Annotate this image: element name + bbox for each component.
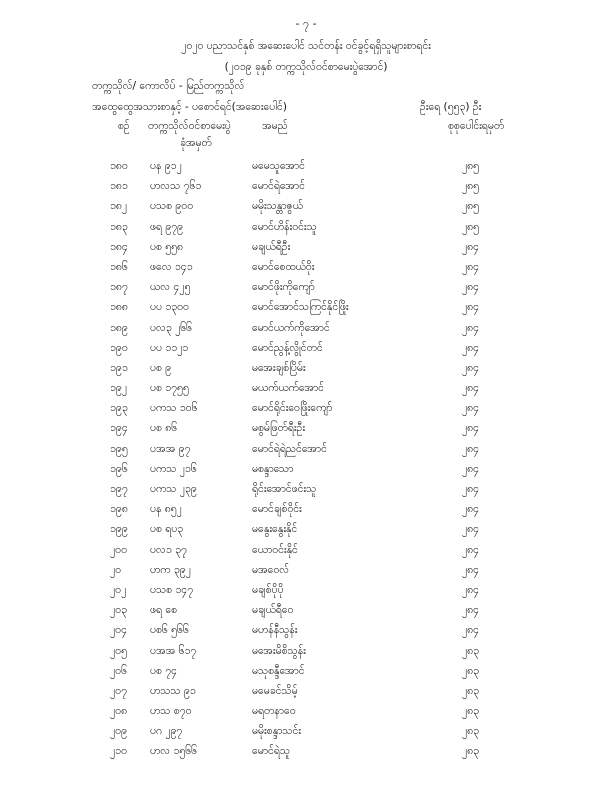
total-marks: ၂၈၄: [462, 523, 480, 536]
row-number: ၂၀၅: [110, 644, 127, 657]
column-header-marks: စုစုပေါင်းရမှတ်: [448, 120, 505, 132]
student-name: မချယ်ရီဦး: [252, 240, 291, 253]
column-header-roll-sub: ခုံအမှတ်: [180, 137, 212, 149]
student-name: မစွမ်ဖြတ်ရီးဦး: [252, 422, 306, 435]
column-header-name: အမည်: [262, 120, 288, 132]
student-name: မမိုးစန္ဒာသင်း: [252, 725, 301, 738]
student-name: မောင်ယက်ကိုအောင်: [252, 321, 330, 334]
row-number: ၁၉၁: [110, 361, 128, 374]
document-subtitle: (၂၀၁၉ ခုနှစ် တက္ကသိုလ်ဝင်စာမေးပွဲအောင်): [224, 61, 388, 73]
table-row: [0, 705, 612, 725]
roll-number: ပကသ ၂၃၉: [150, 483, 197, 495]
row-number: ၂၀၀: [110, 543, 127, 556]
total-marks: ၂၈၄: [462, 422, 480, 435]
table-row: [0, 160, 612, 180]
roll-number: ပစ ၁၇၅၅: [150, 382, 189, 395]
row-number: ၂၀၈: [110, 705, 128, 718]
row-number: ၂၀၉: [110, 725, 127, 738]
student-name: မအေးမိစိသွန်း: [252, 644, 306, 657]
student-name: မောင်အောင်သကြင်နိုင်ဖြိုး: [252, 301, 349, 314]
student-name: မရတနာဝေ: [252, 705, 296, 718]
total-marks: ၂၈၄: [462, 483, 480, 495]
total-marks: ၂၈၄: [462, 462, 480, 475]
student-name: မောင်ရိုင်းဝေဖြိုးကျော်: [252, 402, 333, 415]
roll-number: ယလ ၄၂၅: [150, 281, 191, 294]
table-row: [0, 443, 612, 463]
table-row: [0, 544, 612, 564]
roll-number: ပကသ ၂၁၆: [150, 462, 197, 475]
roll-number: ပစ ၅၅၈: [150, 240, 184, 253]
roll-number: ဖရ စေ: [150, 604, 177, 617]
page-number: - ၇ -: [295, 17, 317, 30]
region-line: တက္ကသိုလ်/ ကောလိပ် - မြည်တက္ကသိုလ်: [92, 80, 245, 92]
table-row: [0, 564, 612, 584]
student-name: မမိုးသန္တာဇွယ်: [252, 200, 303, 213]
table-row: [0, 604, 612, 624]
table-row: [0, 301, 612, 321]
total-marks: ၂၈၄: [462, 341, 480, 354]
row-number: ၁၉၉: [110, 523, 128, 536]
row-number: ၂၀၆: [110, 664, 127, 677]
student-name: မသုစန္ဒီအောင်: [252, 664, 305, 677]
row-number: ၁၉၂: [110, 382, 127, 395]
row-number: ၁၉၆: [110, 462, 128, 475]
student-name: မအဝေလ်: [252, 563, 290, 576]
roll-number: ဟသသ ၉၁: [150, 684, 196, 697]
total-marks: ၂၈၄: [462, 503, 480, 516]
row-number: ၁၉၄: [110, 422, 128, 435]
table-row: [0, 503, 612, 523]
table-row: [0, 261, 612, 281]
row-number: ၁၉၀: [110, 341, 128, 354]
total-marks: ၂၈၅: [462, 220, 480, 233]
total-marks: ၂၈၅: [462, 160, 480, 172]
table-row: [0, 685, 612, 705]
row-number: ၂၀: [110, 563, 122, 576]
document-title: ၂၀၂၀ ပညာသင်နှစ် အဆေးပေါင် သင်တန်း ဝင်ခွင့်ရရှိသူများစာရင်း: [181, 40, 431, 52]
table-row: [0, 483, 612, 503]
roll-number: ပစ၆ ၅၆၆: [150, 624, 189, 637]
student-name: မအေးချစ်ပြိမ်း: [252, 361, 306, 374]
student-name: မချယ်ရီဝေ: [252, 604, 294, 617]
total-marks: ၂၈၄: [462, 583, 480, 596]
table-row: [0, 422, 612, 442]
table-row: [0, 200, 612, 220]
total-marks: ၂၈၃: [462, 684, 480, 697]
total-marks: ၂၈၄: [462, 260, 480, 273]
table-row: [0, 624, 612, 644]
roll-number: ဟလသ ၇၆၁: [150, 180, 202, 193]
row-number: ၂၀၄: [110, 624, 127, 637]
row-number: ၁၉၅: [110, 442, 128, 455]
row-number: ၁၈၉: [110, 321, 128, 334]
total-marks: ၂၈၄: [462, 402, 480, 415]
table-row: [0, 523, 612, 543]
row-number: ၁၈၆: [110, 260, 128, 273]
student-name: မနွေးနွေးနိုင်: [252, 523, 298, 536]
total-marks: ၂၈၃: [462, 644, 480, 657]
table-row: [0, 342, 612, 362]
roll-number: ဖရ ၉၇၉: [150, 220, 184, 233]
table-header-left: အထွေထွေအသားစာနှင့် - ပစောင်ရင်(အဆေးပေါင်): [92, 101, 287, 113]
roll-number: ပလ၃ ၂၆၆: [150, 321, 193, 334]
total-marks: ၂၈၅: [462, 180, 480, 193]
student-name: မယက်ယက်အောင်: [252, 382, 325, 395]
student-list: [0, 160, 612, 766]
student-name: မစန္ဒာသော: [252, 462, 294, 475]
total-marks: ၂၈၄: [462, 240, 480, 253]
roll-number: ပလ၁ ၃၇: [150, 543, 187, 556]
roll-number: ပသစ ၉၀၀: [150, 200, 194, 213]
row-number: ၂၀၃: [110, 604, 127, 617]
total-marks: ၂၈၃: [462, 664, 480, 677]
student-name: မမေခင်သိမ့်: [252, 684, 298, 697]
student-name: မောင်ဖိုးကိုကျော်: [252, 281, 315, 294]
roll-number: ဟလ ၁၅၆၆: [150, 745, 198, 758]
table-row: [0, 745, 612, 765]
roll-number: ပကသ ၁၀၆: [150, 402, 198, 415]
total-marks: ၂၈၅: [462, 200, 480, 213]
student-name: မောင်ရဲသူ: [252, 745, 291, 758]
total-marks: ၂၈၃: [462, 705, 480, 718]
roll-number: ပသစ ၁၄၇: [150, 583, 194, 596]
roll-number: ပစ ရပ၃: [150, 523, 184, 536]
row-number: ၁၉၃: [110, 402, 128, 415]
total-marks: ၂၈၄: [462, 563, 480, 576]
student-name: ယောဝင်းနိုင်: [252, 543, 298, 556]
student-name: မချစ်ပိုပို: [252, 583, 284, 596]
table-row: [0, 463, 612, 483]
total-marks: ၂၈၄: [462, 382, 480, 395]
roll-number: ပအအ ၉၇: [150, 442, 191, 455]
row-number: ၁၈၂: [110, 200, 128, 213]
table-row: [0, 382, 612, 402]
total-marks: ၂၈၃: [462, 745, 480, 758]
student-name: မမေသူအောင်: [252, 160, 305, 172]
total-marks: ၂၈၄: [462, 301, 480, 314]
table-row: [0, 221, 612, 241]
student-name: ရိုင်းအောင်ဖင်းသူ: [252, 483, 317, 495]
total-marks: ၂၈၃: [462, 725, 480, 738]
row-number: ၁၉၇: [110, 483, 128, 495]
student-name: မောင်ရဲရဲညင်အောင်: [252, 442, 327, 455]
student-name: မောင်ဟိန်းဝင်းသူ: [252, 220, 317, 233]
row-number: ၁၈၄: [110, 240, 128, 253]
student-name: မောင်ရဲအောင်: [252, 180, 305, 193]
row-number: ၁၈၈: [110, 301, 128, 314]
total-marks: ၂၈၄: [462, 543, 480, 556]
student-name: မဟန်နီသွန်း: [252, 624, 298, 637]
roll-number: ပန ၉၁၂: [150, 160, 182, 172]
column-header-no: စဉ်: [118, 120, 130, 132]
total-marks: ၂၈၄: [462, 624, 480, 637]
total-marks: ၂၈၄: [462, 321, 480, 334]
student-name: မောင်ညွန့်လွိုင်တင်: [252, 341, 323, 354]
roll-number: ပစ ၉: [150, 361, 172, 374]
roll-number: ပပ ၁၁၂၁: [150, 341, 189, 354]
roll-number: ပစ ၈၆: [150, 422, 178, 435]
table-row: [0, 665, 612, 685]
row-number: ၂၁၀: [110, 745, 127, 758]
column-header-roll: တက္ကသိုလ်ဝင်စာမေးပွဲ: [148, 120, 231, 132]
total-marks: ၂၈၄: [462, 604, 480, 617]
roll-number: ဟက ၃၉၂: [150, 563, 191, 576]
row-number: ၁၈၁: [110, 180, 128, 193]
table-row: [0, 322, 612, 342]
table-header-right: ဦးရေ (၅၅၃) ဦး: [420, 101, 482, 113]
table-row: [0, 281, 612, 301]
row-number: ၁၈၀: [110, 160, 128, 172]
row-number: ၂၀၂: [110, 583, 127, 596]
table-row: [0, 725, 612, 745]
roll-number: ပန ၈၅၂: [150, 503, 182, 516]
student-name: မောင်စေထယ်ဝိုး: [252, 260, 315, 273]
student-name: မောင်ချစ်ဝိုင်း: [252, 503, 302, 516]
table-row: [0, 362, 612, 382]
row-number: ၁၈၇: [110, 281, 128, 294]
table-row: [0, 180, 612, 200]
total-marks: ၂၈၄: [462, 361, 480, 374]
roll-number: ပဂ ၂၉၇: [150, 725, 183, 738]
row-number: ၂၀၇: [110, 684, 127, 697]
roll-number: ဟသ စ၇၀: [150, 705, 192, 718]
row-number: ၁၈၃: [110, 220, 128, 233]
roll-number: ဖလေ ၁၄၁: [150, 260, 193, 273]
total-marks: ၂၈၄: [462, 281, 480, 294]
total-marks: ၂၈၄: [462, 442, 480, 455]
row-number: ၁၉၈: [110, 503, 128, 516]
table-row: [0, 584, 612, 604]
table-row: [0, 402, 612, 422]
roll-number: ပစ ၇၄: [150, 664, 178, 677]
table-row: [0, 645, 612, 665]
roll-number: ပအအ ၆၁၇: [150, 644, 197, 657]
roll-number: ပပ ၁၃၀၀: [150, 301, 189, 314]
table-row: [0, 241, 612, 261]
